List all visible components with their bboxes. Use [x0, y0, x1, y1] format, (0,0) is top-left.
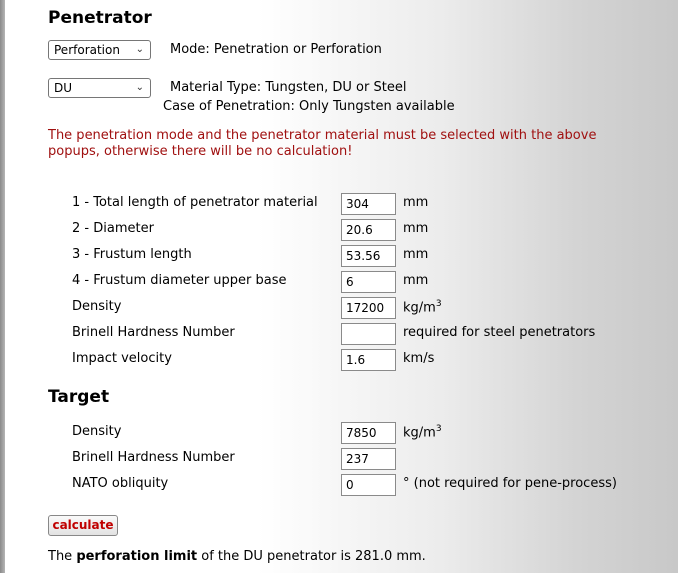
material-select-value: DU [54, 81, 73, 95]
field-unit: mm [403, 273, 429, 288]
mode-select-value: Perforation [54, 43, 120, 57]
penetrator-density-input[interactable]: 17200 [341, 297, 396, 319]
frustum-length-input[interactable]: 53.56 [341, 245, 396, 267]
calculate-button[interactable]: calculate [48, 515, 118, 536]
field-label: 4 - Frustum diameter upper base [72, 273, 287, 288]
field-label: 3 - Frustum length [72, 247, 192, 262]
case-label: Case of Penetration: Only Tungsten available [163, 99, 455, 114]
chevron-down-icon: ⌄ [135, 82, 144, 93]
field-label: Brinell Hardness Number [72, 325, 235, 340]
left-border [0, 0, 5, 573]
field-label: Impact velocity [72, 351, 172, 366]
field-label: 1 - Total length of penetrator material [72, 195, 318, 210]
diameter-input[interactable]: 20.6 [341, 219, 396, 241]
material-label: Material Type: Tungsten, DU or Steel [170, 80, 407, 95]
field-unit: mm [403, 195, 429, 210]
field-unit: ° (not required for pene-process) [403, 476, 617, 491]
field-unit: $kg/m^3$ [403, 424, 442, 441]
warning-message: The penetration mode and the penetrator material must be selected with the above popups, otherwise there will be no calculation! [48, 128, 597, 159]
total-length-input[interactable]: 304 [341, 193, 396, 215]
field-unit: required for steel penetrators [403, 325, 596, 340]
field-label: NATO obliquity [72, 476, 169, 491]
material-select[interactable] [48, 78, 151, 98]
field-unit: mm [403, 247, 429, 262]
field-unit: mm [403, 221, 429, 236]
target-heading: Target [48, 387, 110, 407]
field-unit: $kg/m^3$ [403, 299, 442, 316]
frustum-diameter-input[interactable]: 6 [341, 271, 396, 293]
mode-label: Mode: Penetration or Perforation [170, 42, 382, 57]
result-text: The perforation limit of the DU penetrator is 281.0 mm. [48, 549, 426, 564]
penetrator-hardness-input[interactable] [341, 323, 396, 345]
mode-select[interactable] [48, 40, 151, 60]
target-hardness-input[interactable]: 237 [341, 448, 396, 470]
field-label: Brinell Hardness Number [72, 450, 235, 465]
target-density-input[interactable]: 7850 [341, 422, 396, 444]
field-label: Density [72, 424, 122, 439]
field-unit: km/s [403, 351, 435, 366]
field-label: 2 - Diameter [72, 221, 154, 236]
nato-obliquity-input[interactable]: 0 [341, 474, 396, 496]
penetrator-heading: Penetrator [48, 8, 152, 28]
chevron-down-icon: ⌄ [135, 44, 144, 55]
impact-velocity-input[interactable]: 1.6 [341, 349, 396, 371]
field-label: Density [72, 299, 122, 314]
